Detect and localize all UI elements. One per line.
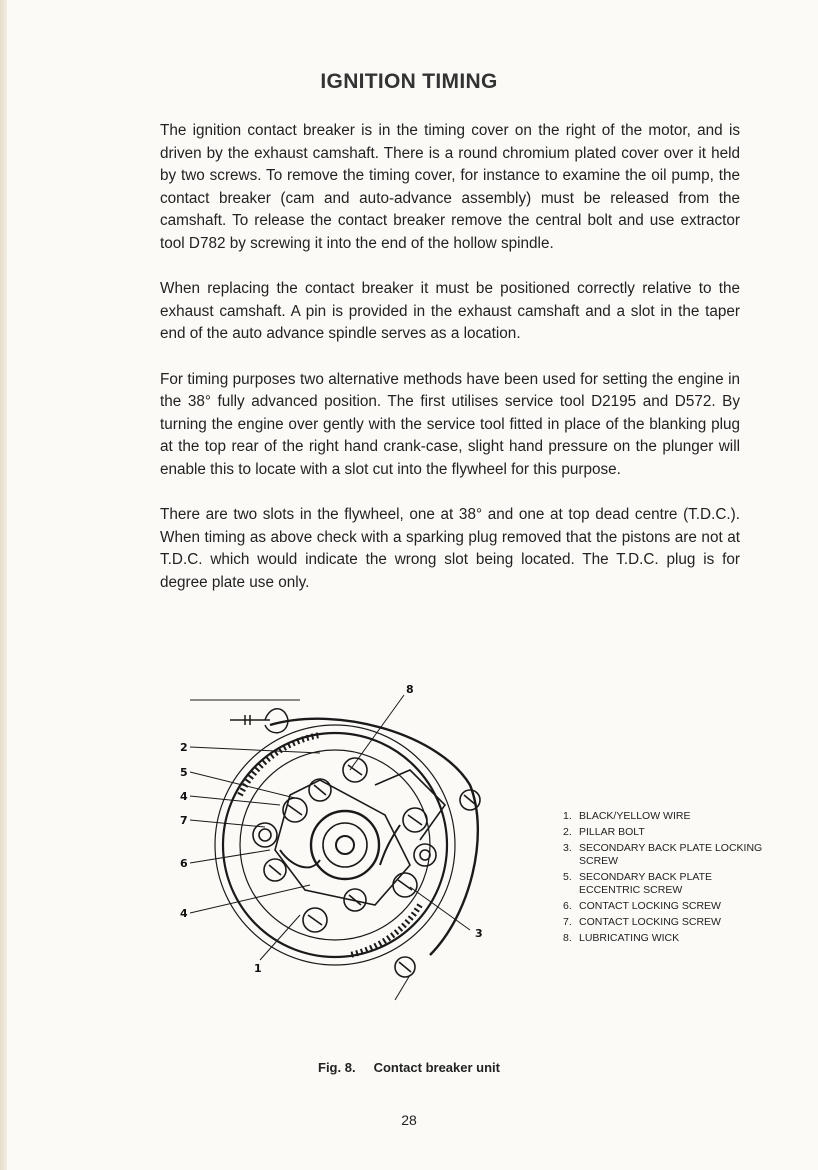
figure-caption xyxy=(0,1060,818,1075)
legend-item: 1. BLACK/YELLOW WIRE xyxy=(563,810,691,822)
legend-item: 7. CONTACT LOCKING SCREW xyxy=(563,916,721,928)
paragraph-timing-methods: For timing purposes two alternative methods have been used for setting the engine in the 38° fully advanced position. The first utilises service tool D2195 and D572. By turning the engine over gently with the service tool fitted in place of the blanking plug at the top rear of the right hand crank-case, slight hand pressure on the plunger will enable this to locate with a slot cut into the flywheel for this purpose. xyxy=(160,370,740,478)
page-title: IGNITION TIMING xyxy=(320,70,498,94)
callout-4-lower: 4 xyxy=(180,907,188,920)
callout-4-upper: 4 xyxy=(180,790,188,803)
page-spine-edge xyxy=(0,0,7,1170)
callout-2: 2 xyxy=(180,741,188,754)
paragraph-flywheel-slots: There are two slots in the flywheel, one at 38° and one at top dead centre (T.D.C.). When timing as above check with a sparking plug removed that the pistons are not at T.D.C. which would indicate the wrong slot being located. The T.D.C. plug is for degree plate use only. xyxy=(160,506,740,591)
callout-7: 7 xyxy=(180,814,188,827)
figure-legend xyxy=(563,810,763,948)
callout-1: 1 xyxy=(254,962,262,975)
contact-breaker-illustration xyxy=(170,675,500,1005)
paragraph-contact-breaker-location: The ignition contact breaker is in the timing cover on the right of the motor, and is driven by the exhaust camshaft. There is a round chromium plated cover over it held by two screws. To remove the timing cover, for instance to examine the oil pump, the contact breaker (cam and auto-advance assembly) must be released from the camshaft. To release the contact breaker remove the central bolt and use extractor tool D782 by screwing it into the end of the hollow spindle. xyxy=(160,122,740,252)
callout-5: 5 xyxy=(180,766,188,779)
paragraph-replacing-contact-breaker: When replacing the contact breaker it must be positioned correctly relative to the exhaust camshaft. A pin is provided in the exhaust camshaft and a slot in the taper end of the auto advance spindle serves as a location. xyxy=(160,280,740,342)
legend-item: 6. CONTACT LOCKING SCREW xyxy=(563,900,721,912)
page-number: 28 xyxy=(401,1112,417,1128)
figure-title: Contact breaker unit xyxy=(373,1060,500,1075)
legend-item: 2. PILLAR BOLT xyxy=(563,826,645,838)
figure-number: Fig. 8. xyxy=(318,1060,356,1075)
body-text xyxy=(160,120,740,617)
legend-item: 8. LUBRICATING WICK xyxy=(563,932,680,944)
legend-item: 5. SECONDARY BACK PLATE ECCENTRIC SCREW xyxy=(563,871,713,896)
contact-breaker-diagram xyxy=(170,675,500,1005)
callout-8: 8 xyxy=(406,683,414,696)
callout-6: 6 xyxy=(180,857,188,870)
legend-item: 3. SECONDARY BACK PLATE LOCKING SCREW xyxy=(563,842,763,867)
callout-3: 3 xyxy=(475,927,483,940)
